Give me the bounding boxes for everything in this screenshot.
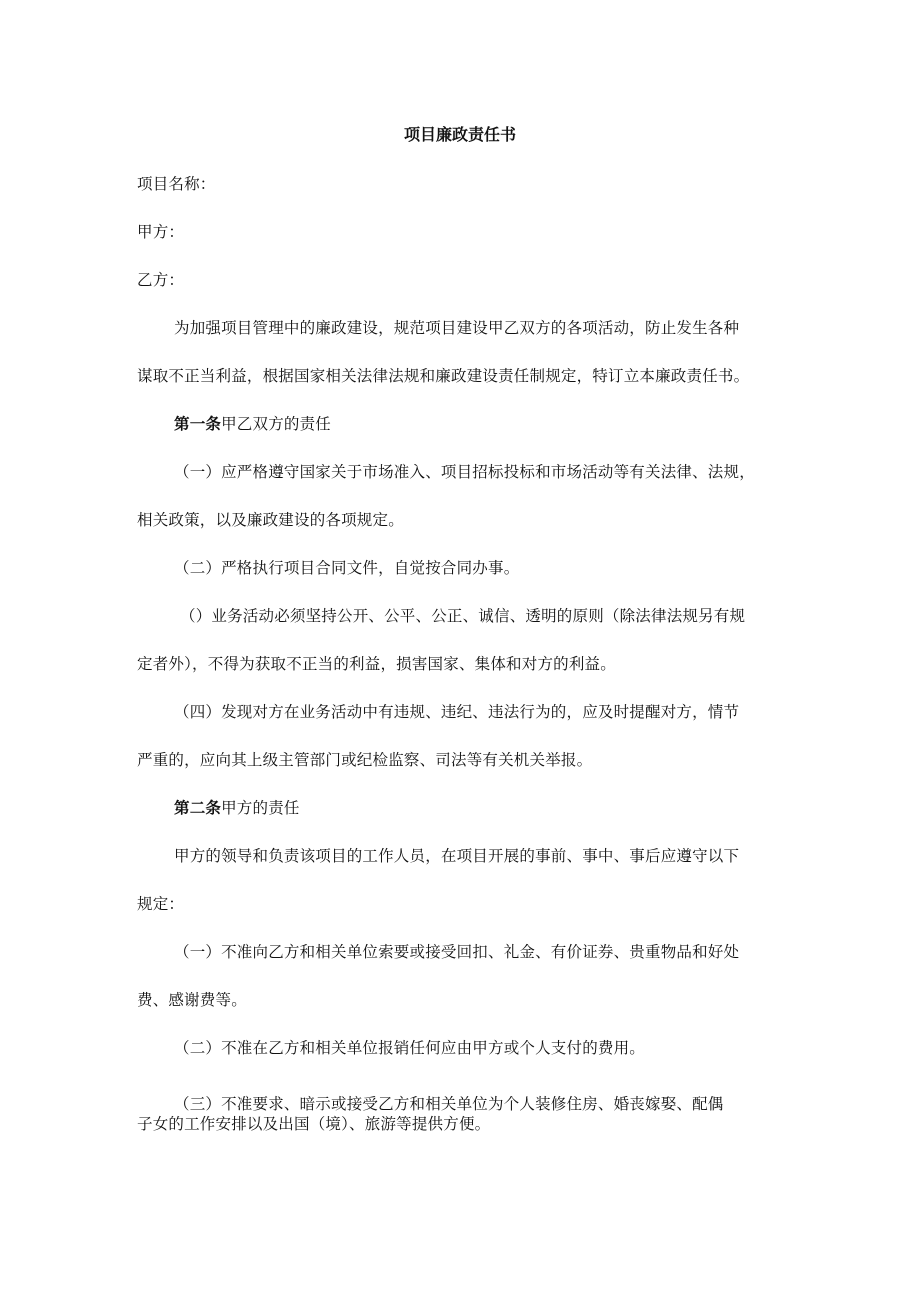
article1-clause3-line1: （）业务活动必须坚持公开、公平、公正、诚信、透明的原则（除法律法规另有规 [180, 607, 746, 625]
intro-line-1: 为加强项目管理中的廉政建设，规范项目建设甲乙双方的各项活动，防止发生各种 [174, 319, 740, 337]
article2-clause2: （二）不准在乙方和相关单位报销任何应由甲方或个人支付的费用。 [174, 1039, 646, 1057]
article2-intro-line2: 规定： [137, 895, 185, 913]
field-party-b: 乙方： [137, 271, 185, 289]
article1-number: 第一条 [174, 415, 222, 433]
article1-clause1-line1: （一）应严格遵守国家关于市场准入、项目招标投标和市场活动等有关法律、法规， [174, 463, 755, 481]
article1-clause2: （二）严格执行项目合同文件，自觉按合同办事。 [174, 559, 520, 577]
article2-clause3-line1: （三）不准要求、暗示或接受乙方和相关单位为个人装修住房、婚丧嫁娶、配偶 [174, 1095, 724, 1113]
article2-clause1-line1: （一）不准向乙方和相关单位索要或接受回扣、礼金、有价证券、贵重物品和好处 [174, 943, 740, 961]
field-party-a: 甲方： [137, 223, 185, 241]
article1-title: 甲乙双方的责任 [221, 415, 332, 433]
article2-clause1-line2: 费、感谢费等。 [137, 991, 247, 1009]
intro-line-2: 谋取不正当利益，根据国家相关法律法规和廉政建设责任制规定，特订立本廉政责任书。 [137, 367, 750, 385]
article1-clause1-line2: 相关政策，以及廉政建设的各项规定。 [137, 511, 404, 529]
article2-clause3-line2: 子女的工作安排以及出国（境）、旅游等提供方便。 [137, 1115, 491, 1133]
article2-intro-line1: 甲方的领导和负责该项目的工作人员，在项目开展的事前、事中、事后应遵守以下 [174, 847, 740, 865]
article2-heading [174, 798, 300, 818]
article1-clause3-line2: 定者外），不得为获取不正当的利益，损害国家、集体和对方的利益。 [137, 655, 616, 673]
document-title: 项目廉政责任书 [403, 125, 516, 144]
article2-number: 第二条 [174, 799, 222, 817]
article1-heading [174, 414, 331, 434]
field-project-name: 项目名称： [137, 175, 216, 193]
article2-title: 甲方的责任 [221, 799, 300, 817]
article1-clause4-line1: （四）发现对方在业务活动中有违规、违纪、违法行为的，应及时提醒对方，情节 [174, 703, 740, 721]
article1-clause4-line2: 严重的，应向其上级主管部门或纪检监察、司法等有关机关举报。 [137, 751, 593, 769]
